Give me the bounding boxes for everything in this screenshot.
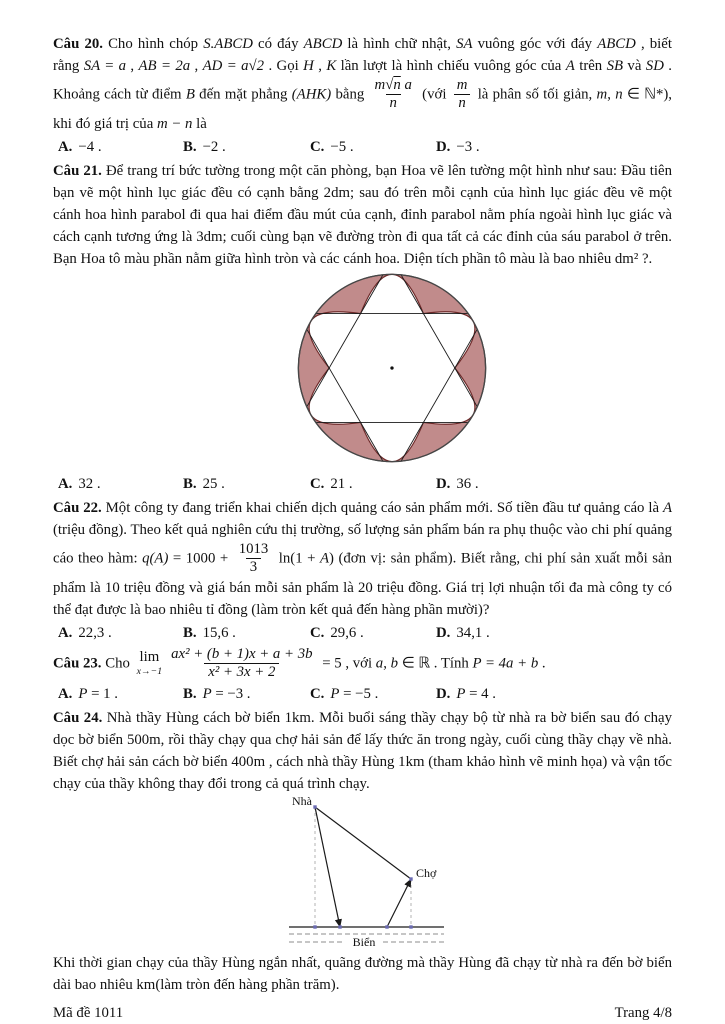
question-20 [53,33,672,158]
question-21-options [53,473,672,495]
option-b [183,473,310,495]
text-run: Nhà thầy Hùng cách bờ biển 1km. Mỗi buổi sáng thầy chạy bộ từ nhà ra bờ biển sau đó chạy dọc bờ biển 500m, rồi thầy chạy qua chợ hải sản để lấy thức ăn trong ngày, cuối cùng thầy chạy về nhà. Biết chợ hải sản cách bờ biển 400m , cách nhà thầy Hùng 1km (tham khảo hình vẽ minh họa) và vận tốc chạy của thầy không thay đổi trong cả quá trình chạy. [53,709,672,792]
numerator [371,77,416,94]
question-23 [53,646,672,705]
house-to-shore-arrow [315,807,340,927]
option-value: 15,6 . [202,624,236,641]
question-22-options [53,622,672,644]
option-b [183,136,310,158]
fraction [371,77,416,113]
text-run: ) (đơn vị: sản phẩm). Biết rằng, chi phí sản xuất mỗi sản phẩm là 10 triệu đồng và giá bán mỗi sản phẩm là 20 triệu đồng. Giá trị lợi nhuận tối đa mà công ty có thể đạt được là bao nhiêu tỉ đồng (làm tròn kết quả đến hàng phần mười)? [53,550,672,618]
text-run: là hình chữ nhật, [342,36,457,52]
text-run: Cho hình chóp [102,36,204,52]
flower-figure [53,271,672,472]
numerator-prefix: m [374,77,386,93]
house-foot-point [313,925,316,928]
text-run: vuông góc với đáy [472,36,598,52]
math-run: SB [606,58,624,74]
text-run: = 1000 + [168,550,233,567]
option-letter: D. [436,685,451,702]
question-24-text [53,707,672,795]
house-point [313,805,316,808]
sea-label: Biển [352,934,375,949]
option-value: 29,6 . [330,624,364,641]
beach-diagram [53,796,672,951]
math-run: AD = a√2 [202,58,265,74]
math-run: AB = 2a [138,58,191,74]
page-number: Trang 4/8 [614,1004,672,1021]
text-run: là phân số tối giản, [473,86,597,103]
option-d [436,683,672,705]
option-letter: A. [58,475,73,492]
math-run: SA [456,36,473,52]
question-20-options [53,136,672,158]
page-footer [53,1002,672,1024]
denominator: n [454,94,469,112]
question-21-text [53,160,672,270]
question-22 [53,497,672,644]
math-run: ABCD [303,36,343,52]
house-label: Nhà [291,795,312,808]
denominator: 3 [246,558,261,576]
math-run: q(A) [142,550,169,567]
option-variable: P [456,685,466,702]
option-letter: D. [436,138,451,155]
math-run: A [565,58,575,74]
limit-word: lim [139,649,160,666]
option-letter: A. [58,685,73,702]
text-run: , [313,58,327,74]
text-run: ∈ ℝ . Tính [398,655,473,672]
limit-operator [137,650,163,677]
text-run: đến mặt phẳng [194,86,292,103]
math-run: H [303,58,314,74]
question-24 [53,707,672,996]
option-d [436,473,672,495]
text-run: . Gọi [264,58,304,74]
question-number: Câu 23. [53,655,102,672]
math-run: SA = a [83,58,127,74]
text-run: Một công ty đang triển khai chiến dịch quảng cáo sản phẩm mới. Số tiền đầu tư quảng cáo là [101,499,663,516]
math-run: A [320,550,330,567]
option-value: −4 . [78,138,102,155]
exam-code: Mã đề 1011 [53,1004,124,1021]
option-value: 34,1 . [456,624,490,641]
flower-figure-svg [294,271,490,465]
option-letter: C. [310,685,325,702]
diagram-points [313,805,412,928]
math-run: m [596,86,608,103]
option-value: = −5 . [339,685,379,702]
option-value: = 4 . [465,685,496,702]
option-value: −3 . [456,138,480,155]
market-foot-point [409,925,412,928]
run-start-point [385,925,388,928]
text-run: , [126,58,139,74]
text-run: Để trang trí bức tường trong một căn phòng, bạn Hoa vẽ lên tường một hình như sau: Đầu tiên bạn vẽ một hình lục giác đều có cạnh bằng 2dm; sau đó trên mỗi cạnh của hình lục giác đều vẽ một cánh hoa hình parabol đi qua hai điểm đầu mút của cạnh, đỉnh parabol nằm phía ngoài hình lục giác và cách cạnh tương ứng là 3dm; cuối cùng bạn vẽ đường tròn đi qua tất cả các đỉnh của sáu parabol ở trên. Bạn Hoa tô màu phần nằm giữa hình tròn và các cánh hoa. Diện tích phần tô màu là bao nhiêu dm² ?. [53,162,672,267]
question-number: Câu 22. [53,499,102,516]
text-run: . Khoảng cách từ điểm [53,58,672,103]
market-point [409,877,412,880]
numerator: ax² + (b + 1)x + a + 3b [171,645,313,662]
beach-diagram-svg [273,796,453,951]
text-run: trên [574,58,607,74]
option-letter: B. [183,138,197,155]
text-run: , [607,86,616,103]
option-a [58,473,183,495]
text-run: lần lượt là hình chiếu vuông góc của [336,58,566,74]
question-22-text [53,497,672,621]
option-letter: C. [310,475,325,492]
text-run: Cho [101,655,134,672]
option-letter: A. [58,138,73,155]
option-value: 25 . [202,475,225,492]
numerator-suffix: a [400,77,412,93]
text-run: ln(1 + [274,550,320,567]
question-23-options [53,683,672,705]
math-run: A [662,499,672,516]
option-value: = 1 . [87,685,118,702]
option-value: 21 . [330,475,353,492]
math-run: SD [645,58,664,74]
text-run: . [538,655,546,672]
math-run: n [615,86,623,103]
option-value: −5 . [330,138,354,155]
option-variable: P [202,685,212,702]
option-variable: P [78,685,88,702]
option-value: −2 . [202,138,226,155]
option-letter: B. [183,475,197,492]
text-run: Khi thời gian chạy của thầy Hùng ngắn nhất, quãng đường mà thầy Hùng đã chạy từ nhà ra đến bờ biển dài bao nhiêu km(làm tròn đến hàng phần trăm). [53,954,672,993]
option-letter: D. [436,475,451,492]
house-to-market-line [315,807,411,879]
option-letter: B. [183,624,197,641]
text-run: , biết rằng [53,36,672,74]
question-number: Câu 24. [53,709,103,726]
question-24-closing-text [53,952,672,996]
option-a [58,136,183,158]
text-run: (triệu đồng). Theo kết quả nghiên cứu thị trường, số lượng sản phẩm bán ra phụ thuộc vào chi phí quảng cáo theo hàm: [53,521,672,567]
option-d [436,136,672,158]
option-b [183,683,310,705]
question-23-text [53,646,672,682]
option-letter: C. [310,138,325,155]
text-run: (với [417,86,451,103]
option-letter: B. [183,685,197,702]
center-dot [390,366,393,369]
option-a [58,622,183,644]
radicand: n [393,77,401,93]
option-variable: P [330,685,340,702]
text-run: bằng [331,86,369,103]
option-b [183,622,310,644]
denominator: n [386,94,401,112]
fraction [167,646,316,682]
math-run: P = 4a + b [472,655,539,672]
text-run: có đáy [252,36,304,52]
option-value: 22,3 . [78,624,112,641]
question-21 [53,160,672,495]
option-c [310,473,436,495]
option-letter: A. [58,624,73,641]
math-run: B [185,86,195,103]
option-c [310,622,436,644]
math-run: b [390,655,398,672]
fraction [235,541,273,577]
text-run: và [623,58,646,74]
run-end-point [338,925,341,928]
text-run: , [190,58,203,74]
question-number: Câu 21. [53,162,102,179]
limit-subscript: x→−1 [136,665,163,677]
option-c [310,136,436,158]
radical-sign: √ [385,77,394,93]
text-run: , [383,655,391,672]
option-letter: C. [310,624,325,641]
option-a [58,683,183,705]
question-number: Câu 20. [53,36,103,52]
math-run: m − n [156,115,193,132]
math-run: K [326,58,337,74]
fraction [453,77,472,113]
option-value: 36 . [456,475,479,492]
math-run: (AHK) [291,86,332,103]
text-run: = 5 , với [318,655,376,672]
option-value: = −3 . [211,685,251,702]
text-run: là [192,115,207,132]
option-letter: D. [436,624,451,641]
math-run: S.ABCD [203,36,253,52]
math-run: a [375,655,384,672]
shore-to-market-arrow [387,879,411,927]
option-value: 32 . [78,475,101,492]
text-run: ∈ ℕ*), khi đó giá trị của [53,86,672,132]
math-run: ABCD [597,36,636,52]
numerator: 1013 [238,540,269,557]
market-label: Chợ [415,865,436,880]
denominator: x² + 3x + 2 [204,663,279,681]
option-c [310,683,436,705]
question-20-text [53,33,672,135]
option-d [436,622,672,644]
numerator: m [456,77,468,93]
